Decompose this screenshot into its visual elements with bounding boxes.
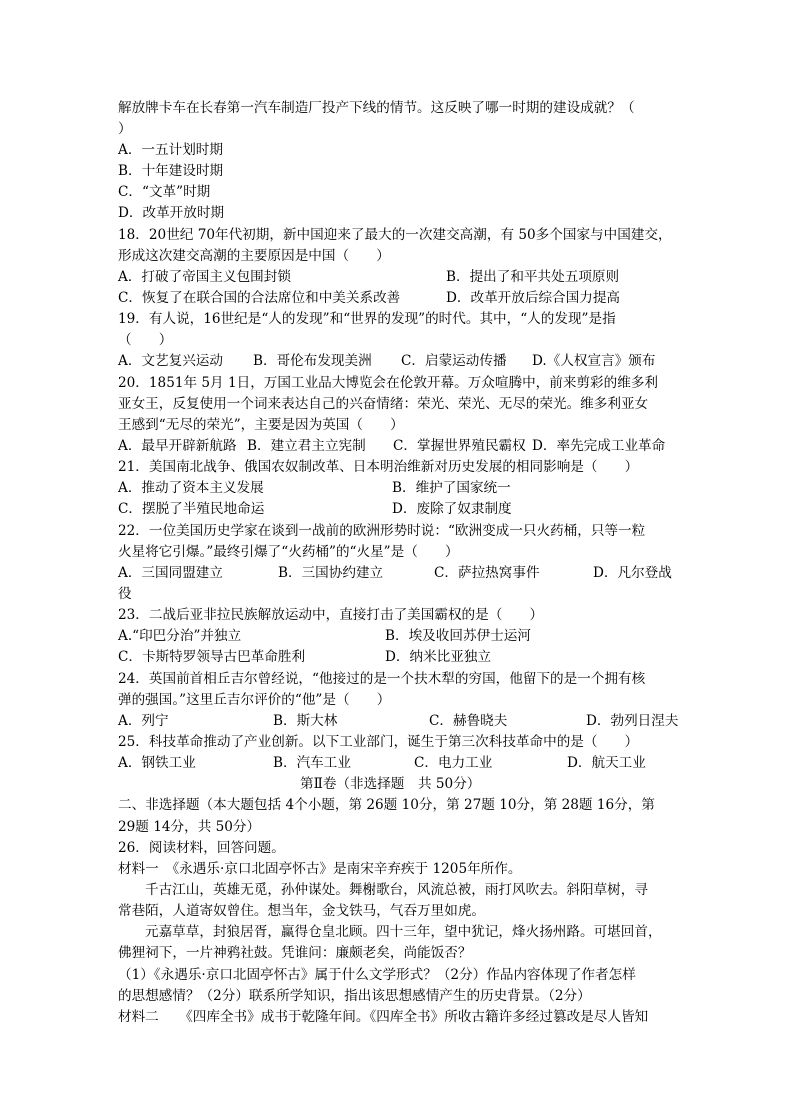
- text-line: A．推动了资本主义发展: [118, 480, 264, 496]
- text-line: C．摆脱了半殖民地命运: [118, 501, 265, 517]
- text-line: 役: [118, 586, 132, 602]
- text-line: 24．英国前首相丘吉尔曾经说，“他接过的是一个扶木犁的穷国，他留下的是一个拥有核: [118, 671, 646, 687]
- text-line: B．三国协约建立: [278, 565, 384, 581]
- text-line: D．改革开放时期: [118, 205, 225, 221]
- text-line: C．“文革”时期: [118, 184, 211, 200]
- text-line: 18．20世纪 70年代初期，新中国迎来了最大的一次建交高潮，有 50多个国家与中国建交，: [118, 227, 672, 243]
- text-line: B．建立君主立宪制: [247, 438, 366, 454]
- text-line: 火星将它引爆。”最终引爆了“火药桶”的“火星”是（ ）: [118, 544, 459, 560]
- text-line: D．航天工业: [567, 755, 646, 771]
- text-line: D．凡尔登战: [593, 565, 672, 581]
- text-line: 29题 14分，共 50分）: [118, 819, 261, 835]
- text-line: （ ）: [118, 332, 173, 348]
- text-line: 第Ⅱ卷（非选择题 共 50分）: [300, 776, 481, 792]
- text-line: D．废除了奴隶制度: [392, 501, 512, 517]
- text-line: A．最早开辟新航路: [118, 438, 237, 454]
- text-line: D．率先完成工业革命: [532, 438, 666, 454]
- text-line: ）: [118, 121, 132, 137]
- text-line: 元嘉草草，封狼居胥，赢得仓皇北顾。四十三年，望中犹记，烽火扬州路。可堪回首，: [145, 924, 662, 940]
- text-line: 25．科技革命推动了产业创新。以下工业部门，诞生于第三次科技革命中的是（ ）: [118, 734, 639, 750]
- text-line: 19．有人说，16世纪是“人的发现”和“世界的发现”的时代。其中，“人的发现”是指: [118, 311, 616, 327]
- text-line: C．掌握世界殖民霸权: [393, 438, 526, 454]
- text-line: A．钢铁工业: [118, 755, 196, 771]
- text-line: 26．阅读材料，回答问题。: [118, 840, 285, 856]
- text-line: A．打破了帝国主义包围封锁: [118, 269, 291, 285]
- text-line: B．哥伦布发现美洲: [253, 353, 372, 369]
- text-line: 常巷陌，人道寄奴曾住。想当年，金戈铁马，气吞万里如虎。: [118, 903, 486, 919]
- text-line: A．列宁: [118, 713, 169, 729]
- text-line: 佛狸祠下，一片神鸦社鼓。凭谁问：廉颇老矣，尚能饭否？: [118, 945, 472, 961]
- text-line: A.“印巴分治”并独立: [118, 628, 242, 644]
- text-line: C．卡斯特罗领导古巴革命胜利: [118, 649, 306, 665]
- text-line: C．启蒙运动传播: [401, 353, 507, 369]
- text-line: C．赫鲁晓夫: [429, 713, 508, 729]
- text-line: C．恢复了在联合国的合法席位和中美关系改善: [118, 290, 401, 306]
- text-line: 的思想感情？（2分）联系所学知识，指出该思想感情产生的历史背景。（2分）: [118, 988, 591, 1004]
- text-line: 弹的强国。”这里丘吉尔评价的“他”是（ ）: [118, 692, 391, 708]
- text-line: B．十年建设时期: [118, 163, 224, 179]
- text-line: 20．1851年 5月 1日，万国工业品大博览会在伦敦开幕。万众喧腾中，前来剪彩的维多利: [118, 375, 659, 391]
- text-line: B．汽车工业: [273, 755, 351, 771]
- text-line: C．电力工业: [414, 755, 493, 771]
- text-line: 千古江山，英雄无觅，孙仲谋处。舞榭歌台，风流总被，雨打风吹去。斜阳草树，寻: [145, 882, 648, 898]
- text-line: A．文艺复兴运动: [118, 353, 223, 369]
- text-line: 王感到“无尽的荣光”，主要是因为英国（ ）: [118, 417, 404, 433]
- text-line: B．埃及收回苏伊士运河: [385, 628, 531, 644]
- text-line: 23．二战后亚非拉民族解放运动中，直接打击了美国霸权的是（ ）: [118, 607, 544, 623]
- text-line: A．三国同盟建立: [118, 565, 223, 581]
- text-line: 材料二 《四库全书》成书于乾隆年间。《四库全书》所收古籍许多经过篡改是尽人皆知: [118, 1009, 649, 1025]
- text-line: C．萨拉热窝事件: [434, 565, 540, 581]
- text-line: 亚女王，反复使用一个词来表达自己的兴奋情绪：荣光、荣光、无尽的荣光。维多利亚女: [118, 396, 649, 412]
- text-line: B．提出了和平共处五项原则: [446, 269, 620, 285]
- text-line: D.《人权宣言》颁布: [532, 353, 656, 369]
- text-line: D．勃列日涅夫: [586, 713, 679, 729]
- text-line: D．改革开放后综合国力提高: [446, 290, 621, 306]
- text-line: 解放牌卡车在长春第一汽车制造厂投产下线的情节。这反映了哪一时期的建设成就？（: [118, 100, 635, 116]
- text-line: 21．美国南北战争、俄国农奴制改革、日本明治维新对历史发展的相同影响是（ ）: [118, 459, 639, 475]
- text-line: A．一五计划时期: [118, 142, 223, 158]
- text-line: 22．一位美国历史学家在谈到一战前的欧洲形势时说：“欧洲变成一只火药桶，只等一粒: [118, 523, 646, 539]
- text-line: 材料一 《永遇乐·京口北固亭怀古》是南宋辛弃疾于 1205年所作。: [118, 861, 522, 877]
- text-line: 形成这次建交高潮的主要原因是中国（ ）: [118, 248, 390, 264]
- text-line: （1）《永遇乐·京口北固亭怀古》属于什么文学形式？（2分）作品内容体现了作者怎样: [118, 967, 636, 983]
- text-line: B．维护了国家统一: [392, 480, 511, 496]
- text-line: D．纳米比亚独立: [385, 649, 492, 665]
- text-line: 二、非选择题（本大题包括 4个小题，第 26题 10分，第 27题 10分，第 28题 16分，第: [118, 797, 655, 813]
- text-line: B．斯大林: [273, 713, 338, 729]
